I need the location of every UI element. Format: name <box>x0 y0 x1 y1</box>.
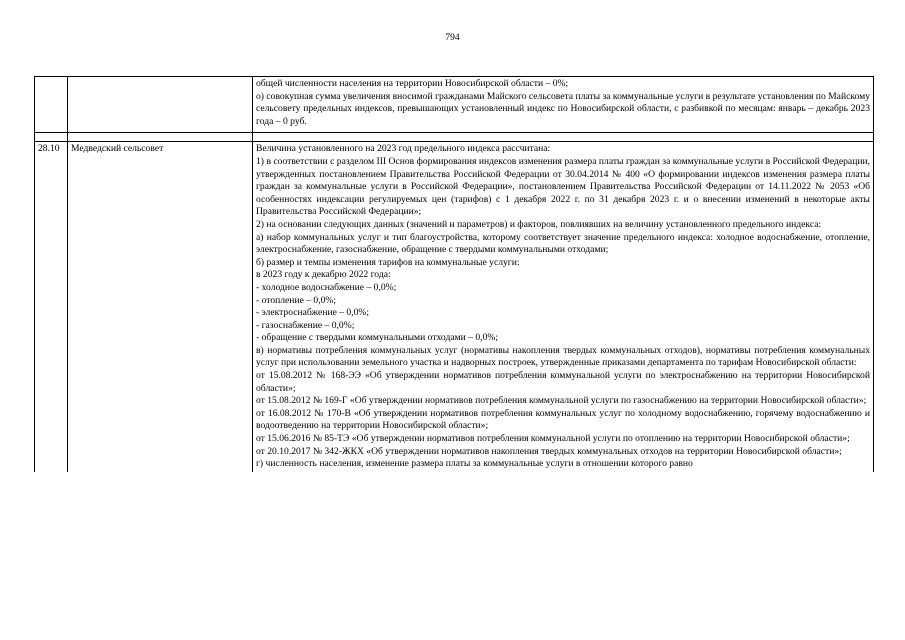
paragraph: от 15.06.2016 № 85-ТЭ «Об утверждении нормативов потребления коммунальной услуги по отоплению на территории Новосибирской области»; <box>256 433 850 445</box>
paragraph: г) численность населения, изменение размера платы за коммунальные услуги в отношении которого равно <box>256 458 693 470</box>
description-cell <box>253 77 874 133</box>
table-row <box>35 77 874 133</box>
description-cell <box>253 142 874 472</box>
paragraph: Величина установленного на 2023 год предельного индекса рассчитана: <box>256 143 551 155</box>
paragraph: - газоснабжение – 0,0%; <box>256 319 355 331</box>
paragraph: от 15.08.2012 № 169-Г «Об утверждении нормативов потребления коммунальной услуги по газоснабжению на территории Новосибирской области»; <box>256 395 867 407</box>
paragraph: от 20.10.2017 № 342-ЖКХ «Об утверждении нормативов накопления твердых коммунальных отходов на территории Новосибирской области»; <box>256 445 842 457</box>
paragraph: от 15.08.2012 № 168-ЭЭ «Об утверждении нормативов потребления коммунальной услуги по электроснабжению на территории Новосибирской области»; <box>256 370 870 394</box>
paragraph: 2) на основании следующих данных (значений и параметров) и факторов, повлиявших на величину установленного предельного индекса: <box>256 218 822 230</box>
page-number: 794 <box>445 33 460 43</box>
paragraph: - холодное водоснабжение – 0,0%; <box>256 281 397 293</box>
row-number-cell: 28.10 <box>35 142 68 472</box>
table-spacer-row <box>35 133 874 142</box>
municipality-cell <box>68 77 253 133</box>
paragraph: - обращение с твердыми коммунальными отходами – 0,0%; <box>256 332 499 344</box>
table-row <box>35 142 874 472</box>
paragraph: от 16.08.2012 № 170-В «Об утверждении нормативов потребления коммунальных услуг по холодному водоснабжению, горячему водоснабжению и водоотведению на территории Новосибирской области»; <box>256 407 870 432</box>
paragraph: а) набор коммунальных услуг и тип благоустройства, которому соответствует значение предельного индекса: холодное водоснабжение, отопление, электроснабжение, газоснабжение, обращение с твердыми коммунальными отходами; <box>256 231 870 256</box>
paragraph: - электроснабжение – 0,0%; <box>256 307 370 319</box>
paragraph: в) нормативы потребления коммунальных услуг (нормативы накопления твердых коммунальных отходов), нормативы потребления коммунальных услуг при использовании земельного участка и надворных построек, утвержденные приказами департамента по тарифам Новосибирской области: <box>256 344 870 369</box>
paragraph: о) совокупная сумма увеличения вносимой гражданами Майского сельсовета платы за коммунальные услуги в результате установления по Майскому сельсовету предельных индексов, превышающих установленный индекс по Новосибирской области, с разбивкой по месяцам: январь – декабрь 2023 года – 0 руб. <box>256 90 870 127</box>
paragraph: общей численности населения на территории Новосибирской области – 0%; <box>256 78 569 89</box>
municipality-cell: Медведский сельсовет <box>68 142 253 472</box>
paragraph: - отопление – 0,0%; <box>256 294 337 306</box>
paragraph: б) размер и темпы изменения тарифов на коммунальные услуги: <box>256 256 520 268</box>
row-number-cell <box>35 77 68 133</box>
paragraph: 1) в соответствии с разделом III Основ формирования индексов изменения размера платы граждан за коммунальные услуги в Российской Федерации, утвержденных постановлением Правительства Российской Федерации от 30.04.2014 № 400 «О формировании индексов изменения размера платы граждан за коммунальные услуги в Российской Федерации», постановлением Правительства Российской Федерации от 14.11.2022 № 2053 «Об особенностях индексации регулируемых цен (тарифов) с 1 декабря 2022 г. по 31 декабря 2023 г. и о внесении изменений в некоторые акты Правительства Российской Федерации»; <box>256 155 870 218</box>
indices-table <box>34 76 874 472</box>
paragraph: в 2023 году к декабрю 2022 года: <box>256 269 391 281</box>
